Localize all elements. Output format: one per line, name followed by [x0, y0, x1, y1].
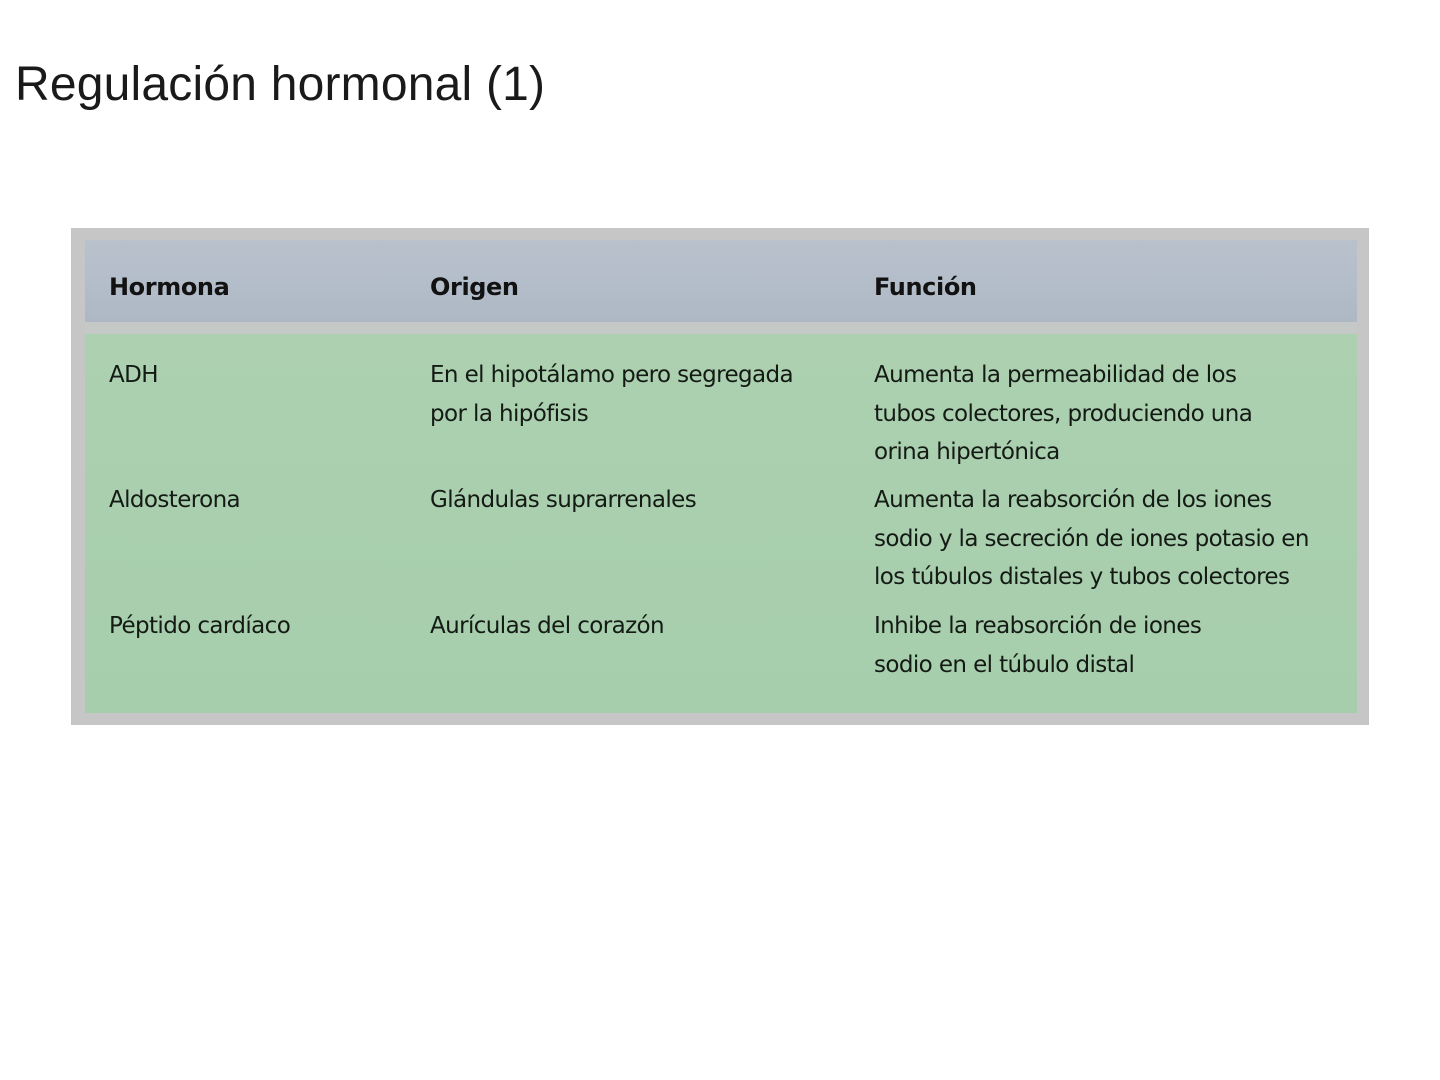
header-divider [85, 322, 1357, 334]
origen-line: Aurículas del corazón [430, 613, 664, 639]
table-row-aldosterona-hormona: Aldosterona [109, 487, 241, 513]
funcion-line: Aumenta la permeabilidad de los [874, 362, 1237, 388]
column-header-origen: Origen [430, 273, 519, 301]
origen-line: En el hipotálamo pero segregada [430, 362, 794, 388]
table-row-peptido-origen [430, 607, 664, 646]
table-row-peptido-hormona: Péptido cardíaco [109, 613, 291, 639]
hormone-table [85, 240, 1357, 713]
table-row-peptido-funcion [874, 607, 1201, 684]
table-header-row [85, 240, 1357, 322]
column-header-hormona: Hormona [109, 273, 230, 301]
table-row-adh-funcion [874, 356, 1252, 472]
funcion-line: Inhibe la reabsorción de iones [874, 613, 1202, 639]
funcion-line: tubos colectores, produciendo una [874, 400, 1253, 427]
hormone-table-image [71, 228, 1369, 725]
funcion-line: los túbulos distales y tubos colectores [874, 564, 1290, 590]
funcion-line: sodio y la secreción de iones potasio en [874, 525, 1309, 552]
funcion-line: orina hipertónica [874, 439, 1060, 465]
table-row-aldosterona-origen [430, 481, 696, 520]
funcion-line: sodio en el túbulo distal [874, 651, 1135, 678]
table-row-aldosterona-funcion [874, 481, 1309, 597]
table-row-adh-hormona: ADH [109, 362, 158, 388]
funcion-line: Aumenta la reabsorción de los iones [874, 487, 1272, 513]
column-header-funcion: Función [874, 273, 977, 301]
origen-line: Glándulas suprarrenales [430, 487, 697, 513]
table-body [85, 334, 1357, 713]
origen-line: por la hipófisis [430, 400, 589, 427]
slide-title: Regulación hormonal (1) [15, 58, 546, 111]
table-row-adh-origen [430, 356, 793, 433]
